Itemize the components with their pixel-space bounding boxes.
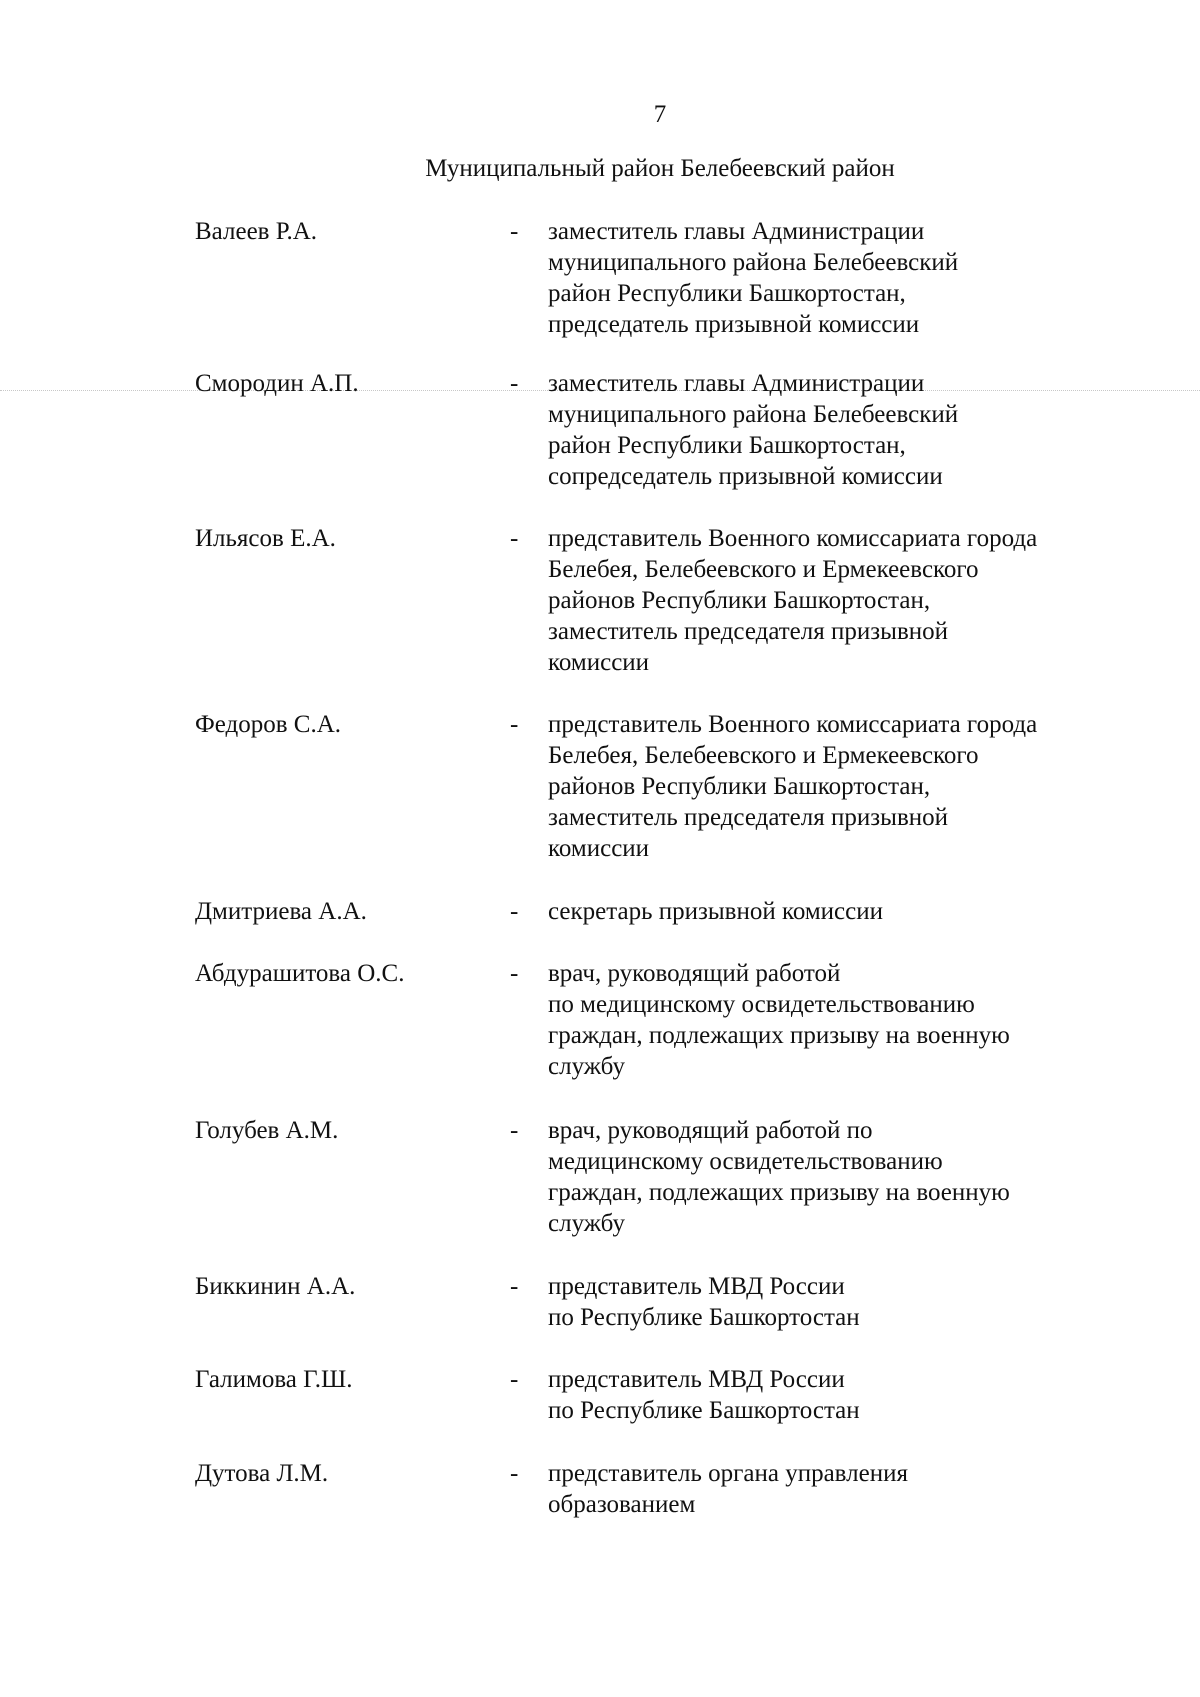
member-row [0,368,1200,523]
role-line: заместитель главы Администрации [548,218,925,245]
member-dash: - [510,1366,519,1393]
member-role [548,523,1108,678]
member-name: Смородин А.П. [195,370,359,397]
member-row [0,958,1200,1115]
member-dash: - [510,898,519,925]
member-row [0,709,1200,896]
member-name: Дмитриева А.А. [195,898,367,925]
member-row [0,1364,1200,1458]
role-line: представитель МВД России [548,1273,845,1300]
role-line: председатель призывной комиссии [548,311,920,338]
role-line: комиссии [548,649,650,676]
page-number: 7 [653,101,667,128]
role-line: заместитель председателя призывной [548,618,948,645]
role-line: по медицинскому освидетельствованию [548,991,975,1018]
member-role [548,368,1108,492]
role-line: службу [548,1210,625,1237]
role-line: район Республики Башкортостан, [548,280,906,307]
role-line: Белебея, Белебеевского и Ермекеевского [548,556,979,583]
role-line: секретарь призывной комиссии [548,898,884,925]
member-name: Ильясов Е.А. [195,525,336,552]
role-line: районов Республики Башкортостан, [548,587,931,614]
member-row [0,216,1200,368]
member-dash: - [510,960,519,987]
member-role [548,896,1108,927]
member-dash: - [510,525,519,552]
role-line: представитель Военного комиссариата города [548,711,1038,738]
role-line: представитель органа управления [548,1460,908,1487]
role-line: заместитель главы Администрации [548,370,925,397]
role-line: врач, руководящий работой по [548,1117,873,1144]
role-line: врач, руководящий работой [548,960,841,987]
role-line: медицинскому освидетельствованию [548,1148,943,1175]
member-role [548,1458,1108,1520]
commission-members-list [0,216,1200,1528]
member-name: Биккинин А.А. [195,1273,356,1300]
role-line: Белебея, Белебеевского и Ермекеевского [548,742,979,769]
role-line: граждан, подлежащих призыву на военную [548,1179,1010,1206]
role-line: граждан, подлежащих призыву на военную [548,1022,1010,1049]
member-role [548,1271,1108,1333]
district-title: Муниципальный район Белебеевский район [425,155,895,182]
role-line: по Республике Башкортостан [548,1304,860,1331]
member-name: Федоров С.А. [195,711,342,738]
role-line: по Республике Башкортостан [548,1397,860,1424]
role-line: районов Республики Башкортостан, [548,773,931,800]
member-dash: - [510,1117,519,1144]
member-row [0,1115,1200,1271]
member-role [548,709,1108,864]
member-dash: - [510,370,519,397]
member-row [0,1271,1200,1364]
role-line: сопредседатель призывной комиссии [548,463,943,490]
member-name: Валеев Р.А. [195,218,318,245]
member-row [0,523,1200,709]
member-dash: - [510,711,519,738]
member-name: Абдурашитова О.С. [195,960,405,987]
role-line: представитель МВД России [548,1366,845,1393]
member-role [548,216,1108,340]
member-role [548,1364,1108,1426]
member-name: Дутова Л.М. [195,1460,329,1487]
role-line: службу [548,1053,625,1080]
role-line: образованием [548,1491,696,1518]
member-row [0,1458,1200,1528]
member-role [548,1115,1108,1239]
member-name: Голубев А.М. [195,1117,339,1144]
role-line: район Республики Башкортостан, [548,432,906,459]
role-line: заместитель председателя призывной [548,804,948,831]
member-name: Галимова Г.Ш. [195,1366,353,1393]
role-line: комиссии [548,835,650,862]
member-role [548,958,1108,1082]
member-row [0,896,1200,958]
member-dash: - [510,1460,519,1487]
member-dash: - [510,218,519,245]
role-line: представитель Военного комиссариата города [548,525,1038,552]
member-dash: - [510,1273,519,1300]
role-line: муниципального района Белебеевский [548,249,959,276]
role-line: муниципального района Белебеевский [548,401,959,428]
